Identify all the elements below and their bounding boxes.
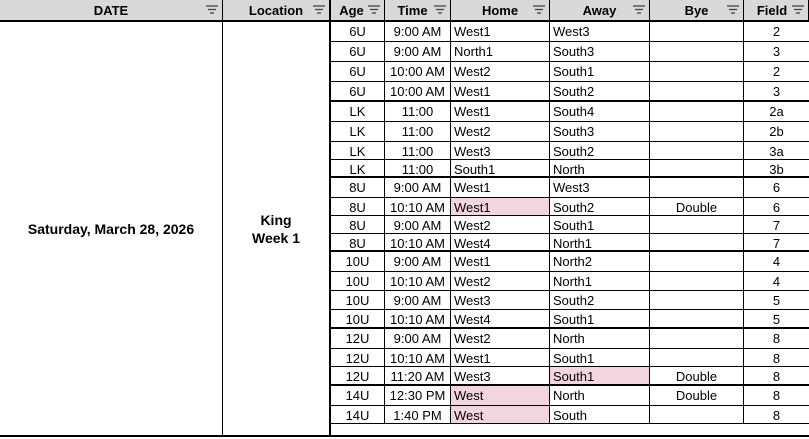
cell-time[interactable]: 10:10 AM xyxy=(385,198,451,215)
cell-age[interactable]: LK xyxy=(331,102,385,121)
column-header-label: Home xyxy=(481,3,519,18)
cell-home[interactable]: West2 xyxy=(451,122,550,141)
table-row xyxy=(331,406,809,424)
cell-home[interactable]: West xyxy=(451,386,550,405)
cell-away[interactable]: South1 xyxy=(550,310,650,327)
cell-field[interactable]: 8 xyxy=(772,331,781,346)
cell-time[interactable]: 9:00 AM xyxy=(385,42,451,61)
cell-field[interactable]: 2a xyxy=(769,104,784,119)
cell-away[interactable]: South2 xyxy=(550,82,650,100)
cell-age[interactable]: LK xyxy=(331,142,385,159)
cell-age[interactable]: 8U xyxy=(331,178,385,197)
cell-bye[interactable] xyxy=(650,160,744,176)
cell-field[interactable]: 2 xyxy=(772,24,781,39)
cell-field[interactable]: 8 xyxy=(772,408,781,423)
cell-away[interactable]: North xyxy=(550,386,650,405)
cell-age[interactable]: 10U xyxy=(331,252,385,271)
cell-time[interactable]: 9:00 AM xyxy=(385,329,451,348)
cell-home[interactable]: West2 xyxy=(451,329,550,348)
cell-field[interactable]: 8 xyxy=(772,388,781,403)
cell-away[interactable]: South3 xyxy=(550,42,650,61)
cell-age[interactable]: 10U xyxy=(331,272,385,290)
header-row xyxy=(0,0,809,22)
cell-away[interactable]: South3 xyxy=(550,122,650,141)
cell-time[interactable]: 12:30 PM xyxy=(385,386,451,405)
cell-age[interactable]: 14U xyxy=(331,406,385,423)
cell-time[interactable]: 10:00 AM xyxy=(385,62,451,81)
cell-home[interactable]: North1 xyxy=(451,42,550,61)
cell-field[interactable]: 4 xyxy=(772,254,781,269)
cell-time[interactable]: 11:00 xyxy=(385,102,451,121)
table-row xyxy=(331,82,809,102)
cell-age[interactable]: 14U xyxy=(331,386,385,405)
cell-age[interactable]: 12U xyxy=(331,329,385,348)
cell-home[interactable]: West1 xyxy=(451,102,550,121)
filter-dropdown-icon[interactable] xyxy=(313,5,325,15)
cell-away[interactable]: South2 xyxy=(550,198,650,215)
cell-away[interactable]: North1 xyxy=(550,234,650,250)
cell-bye[interactable] xyxy=(650,122,744,141)
cell-away[interactable]: South xyxy=(550,406,650,423)
table-row xyxy=(331,22,809,42)
cell-home[interactable]: West1 xyxy=(451,349,550,366)
cell-bye[interactable] xyxy=(650,272,744,290)
cell-field[interactable]: 7 xyxy=(772,218,781,233)
cell-field[interactable]: 3b xyxy=(769,162,784,176)
column-header-label: Age xyxy=(339,3,364,18)
table-row xyxy=(331,216,809,234)
cell-away[interactable]: South1 xyxy=(550,349,650,366)
cell-time[interactable]: 10:10 AM xyxy=(385,310,451,327)
cell-time[interactable]: 11:00 xyxy=(385,160,451,176)
cell-home[interactable]: West xyxy=(451,406,550,423)
table-row xyxy=(331,252,809,272)
table-row xyxy=(331,349,809,367)
cell-bye[interactable] xyxy=(650,82,744,100)
cell-home[interactable]: West1 xyxy=(451,22,550,41)
cell-bye[interactable] xyxy=(650,22,744,41)
cell-field[interactable]: 3 xyxy=(772,44,781,59)
cell-home[interactable]: West1 xyxy=(451,252,550,271)
cell-home[interactable]: West1 xyxy=(451,82,550,100)
cell-time[interactable]: 10:10 AM xyxy=(385,234,451,250)
cell-field[interactable]: 2 xyxy=(772,64,781,79)
cell-home[interactable]: West4 xyxy=(451,234,550,250)
table-row xyxy=(331,234,809,252)
cell-away[interactable]: North1 xyxy=(550,272,650,290)
cell-home[interactable]: West3 xyxy=(451,291,550,309)
cell-away[interactable]: West3 xyxy=(550,178,650,197)
cell-age[interactable]: 8U xyxy=(331,216,385,233)
cell-time[interactable]: 10:00 AM xyxy=(385,82,451,100)
cell-bye[interactable] xyxy=(650,234,744,250)
cell-field[interactable]: 3 xyxy=(772,84,781,99)
cell-time[interactable]: 9:00 AM xyxy=(385,252,451,271)
cell-time[interactable]: 10:10 AM xyxy=(385,349,451,366)
location-cell[interactable] xyxy=(223,22,329,435)
cell-away[interactable]: West3 xyxy=(550,22,650,41)
table-bottom-border xyxy=(0,435,809,437)
column-header-field[interactable] xyxy=(744,0,809,22)
table-row xyxy=(331,291,809,310)
filter-dropdown-icon[interactable] xyxy=(727,5,739,15)
cell-home[interactable]: West2 xyxy=(451,272,550,290)
cell-home[interactable]: South1 xyxy=(451,160,550,176)
cell-away[interactable]: South1 xyxy=(550,62,650,81)
cell-bye[interactable] xyxy=(650,62,744,81)
cell-age[interactable]: 12U xyxy=(331,349,385,366)
cell-away[interactable]: South2 xyxy=(550,291,650,309)
cell-field[interactable]: 5 xyxy=(772,312,781,327)
filter-dropdown-icon[interactable] xyxy=(206,5,218,15)
cell-home[interactable]: West2 xyxy=(451,62,550,81)
table-row xyxy=(331,62,809,82)
cell-age[interactable]: LK xyxy=(331,122,385,141)
cell-field[interactable]: 6 xyxy=(772,180,781,195)
cell-field[interactable]: 7 xyxy=(772,236,781,250)
cell-time[interactable]: 9:00 AM xyxy=(385,216,451,233)
cell-age[interactable]: 6U xyxy=(331,82,385,100)
column-header-location[interactable] xyxy=(223,0,330,22)
cell-field[interactable]: 6 xyxy=(772,200,781,215)
table-row xyxy=(331,198,809,216)
cell-bye[interactable] xyxy=(650,252,744,271)
cell-home[interactable]: West4 xyxy=(451,310,550,327)
filter-dropdown-icon[interactable] xyxy=(434,5,446,15)
cell-field[interactable]: 8 xyxy=(772,369,781,384)
cell-away[interactable]: North xyxy=(550,160,650,176)
cell-age[interactable]: 10U xyxy=(331,291,385,309)
cell-bye[interactable] xyxy=(650,216,744,233)
table-row xyxy=(331,42,809,62)
column-header-label: DATE xyxy=(93,3,129,18)
cell-age[interactable]: 6U xyxy=(331,42,385,61)
cell-time[interactable]: 11:20 AM xyxy=(385,367,451,384)
column-header-label: Time xyxy=(397,3,428,18)
cell-bye[interactable] xyxy=(650,42,744,61)
table-row xyxy=(331,386,809,406)
cell-bye[interactable]: Double xyxy=(650,367,744,384)
column-header-label: Field xyxy=(756,3,788,18)
cell-field[interactable]: 5 xyxy=(772,293,781,308)
cell-bye[interactable]: Double xyxy=(650,198,744,215)
date-cell[interactable] xyxy=(0,22,222,435)
column-header-label: Location xyxy=(248,3,304,18)
cell-away[interactable]: South1 xyxy=(550,367,650,384)
cell-time[interactable]: 11:00 xyxy=(385,142,451,159)
cell-age[interactable]: 6U xyxy=(331,62,385,81)
cell-bye[interactable] xyxy=(650,329,744,348)
column-header-home[interactable] xyxy=(451,0,550,22)
cell-bye[interactable] xyxy=(650,102,744,121)
column-header-age[interactable] xyxy=(330,0,385,22)
cell-away[interactable]: North2 xyxy=(550,252,650,271)
table-row xyxy=(331,310,809,329)
column-header-away[interactable] xyxy=(550,0,650,22)
cell-home[interactable]: West1 xyxy=(451,198,550,215)
table-row xyxy=(331,178,809,198)
cell-bye[interactable] xyxy=(650,291,744,309)
cell-time[interactable]: 9:00 AM xyxy=(385,178,451,197)
cell-bye[interactable] xyxy=(650,406,744,423)
cell-age[interactable]: 8U xyxy=(331,198,385,215)
cell-home[interactable]: West1 xyxy=(451,178,550,197)
cell-age[interactable]: 10U xyxy=(331,310,385,327)
cell-field[interactable]: 4 xyxy=(772,274,781,289)
cell-away[interactable]: South1 xyxy=(550,216,650,233)
filter-dropdown-icon[interactable] xyxy=(533,5,545,15)
cell-home[interactable]: West3 xyxy=(451,142,550,159)
cell-time[interactable]: 10:10 AM xyxy=(385,272,451,290)
date-text: Saturday, March 28, 2026 xyxy=(27,220,195,237)
column-header-date[interactable] xyxy=(0,0,223,22)
cell-field[interactable]: 2b xyxy=(769,124,784,139)
cell-time[interactable]: 9:00 AM xyxy=(385,291,451,309)
location-week: Week 1 xyxy=(252,229,300,246)
table-row xyxy=(331,329,809,349)
cell-time[interactable]: 1:40 PM xyxy=(385,406,451,423)
cell-time[interactable]: 11:00 xyxy=(385,122,451,141)
filter-dropdown-icon[interactable] xyxy=(633,5,645,15)
cell-away[interactable]: South2 xyxy=(550,142,650,159)
cell-bye[interactable] xyxy=(650,310,744,327)
cell-away[interactable]: North xyxy=(550,329,650,348)
cell-away[interactable]: South4 xyxy=(550,102,650,121)
table-row xyxy=(331,102,809,122)
table-row xyxy=(331,122,809,142)
column-header-bye[interactable] xyxy=(650,0,744,22)
cell-age[interactable]: 12U xyxy=(331,367,385,384)
column-header-time[interactable] xyxy=(385,0,451,22)
table-row xyxy=(331,160,809,178)
cell-field[interactable]: 3a xyxy=(769,144,784,159)
cell-age[interactable]: 6U xyxy=(331,22,385,41)
column-header-label: Away xyxy=(582,3,617,18)
cell-bye[interactable] xyxy=(650,142,744,159)
column-header-label: Bye xyxy=(684,3,709,18)
cell-bye[interactable] xyxy=(650,349,744,366)
table-row xyxy=(331,367,809,386)
cell-field[interactable]: 8 xyxy=(772,351,781,366)
filter-dropdown-icon[interactable] xyxy=(792,5,804,15)
cell-time[interactable]: 9:00 AM xyxy=(385,22,451,41)
cell-bye[interactable] xyxy=(650,178,744,197)
cell-home[interactable]: West2 xyxy=(451,216,550,233)
cell-bye[interactable]: Double xyxy=(650,386,744,405)
filter-dropdown-icon[interactable] xyxy=(368,5,380,15)
cell-age[interactable]: 8U xyxy=(331,234,385,250)
cell-home[interactable]: West3 xyxy=(451,367,550,384)
location-name: King xyxy=(260,211,292,228)
table-row xyxy=(331,272,809,291)
table-row xyxy=(331,142,809,160)
cell-age[interactable]: LK xyxy=(331,160,385,176)
